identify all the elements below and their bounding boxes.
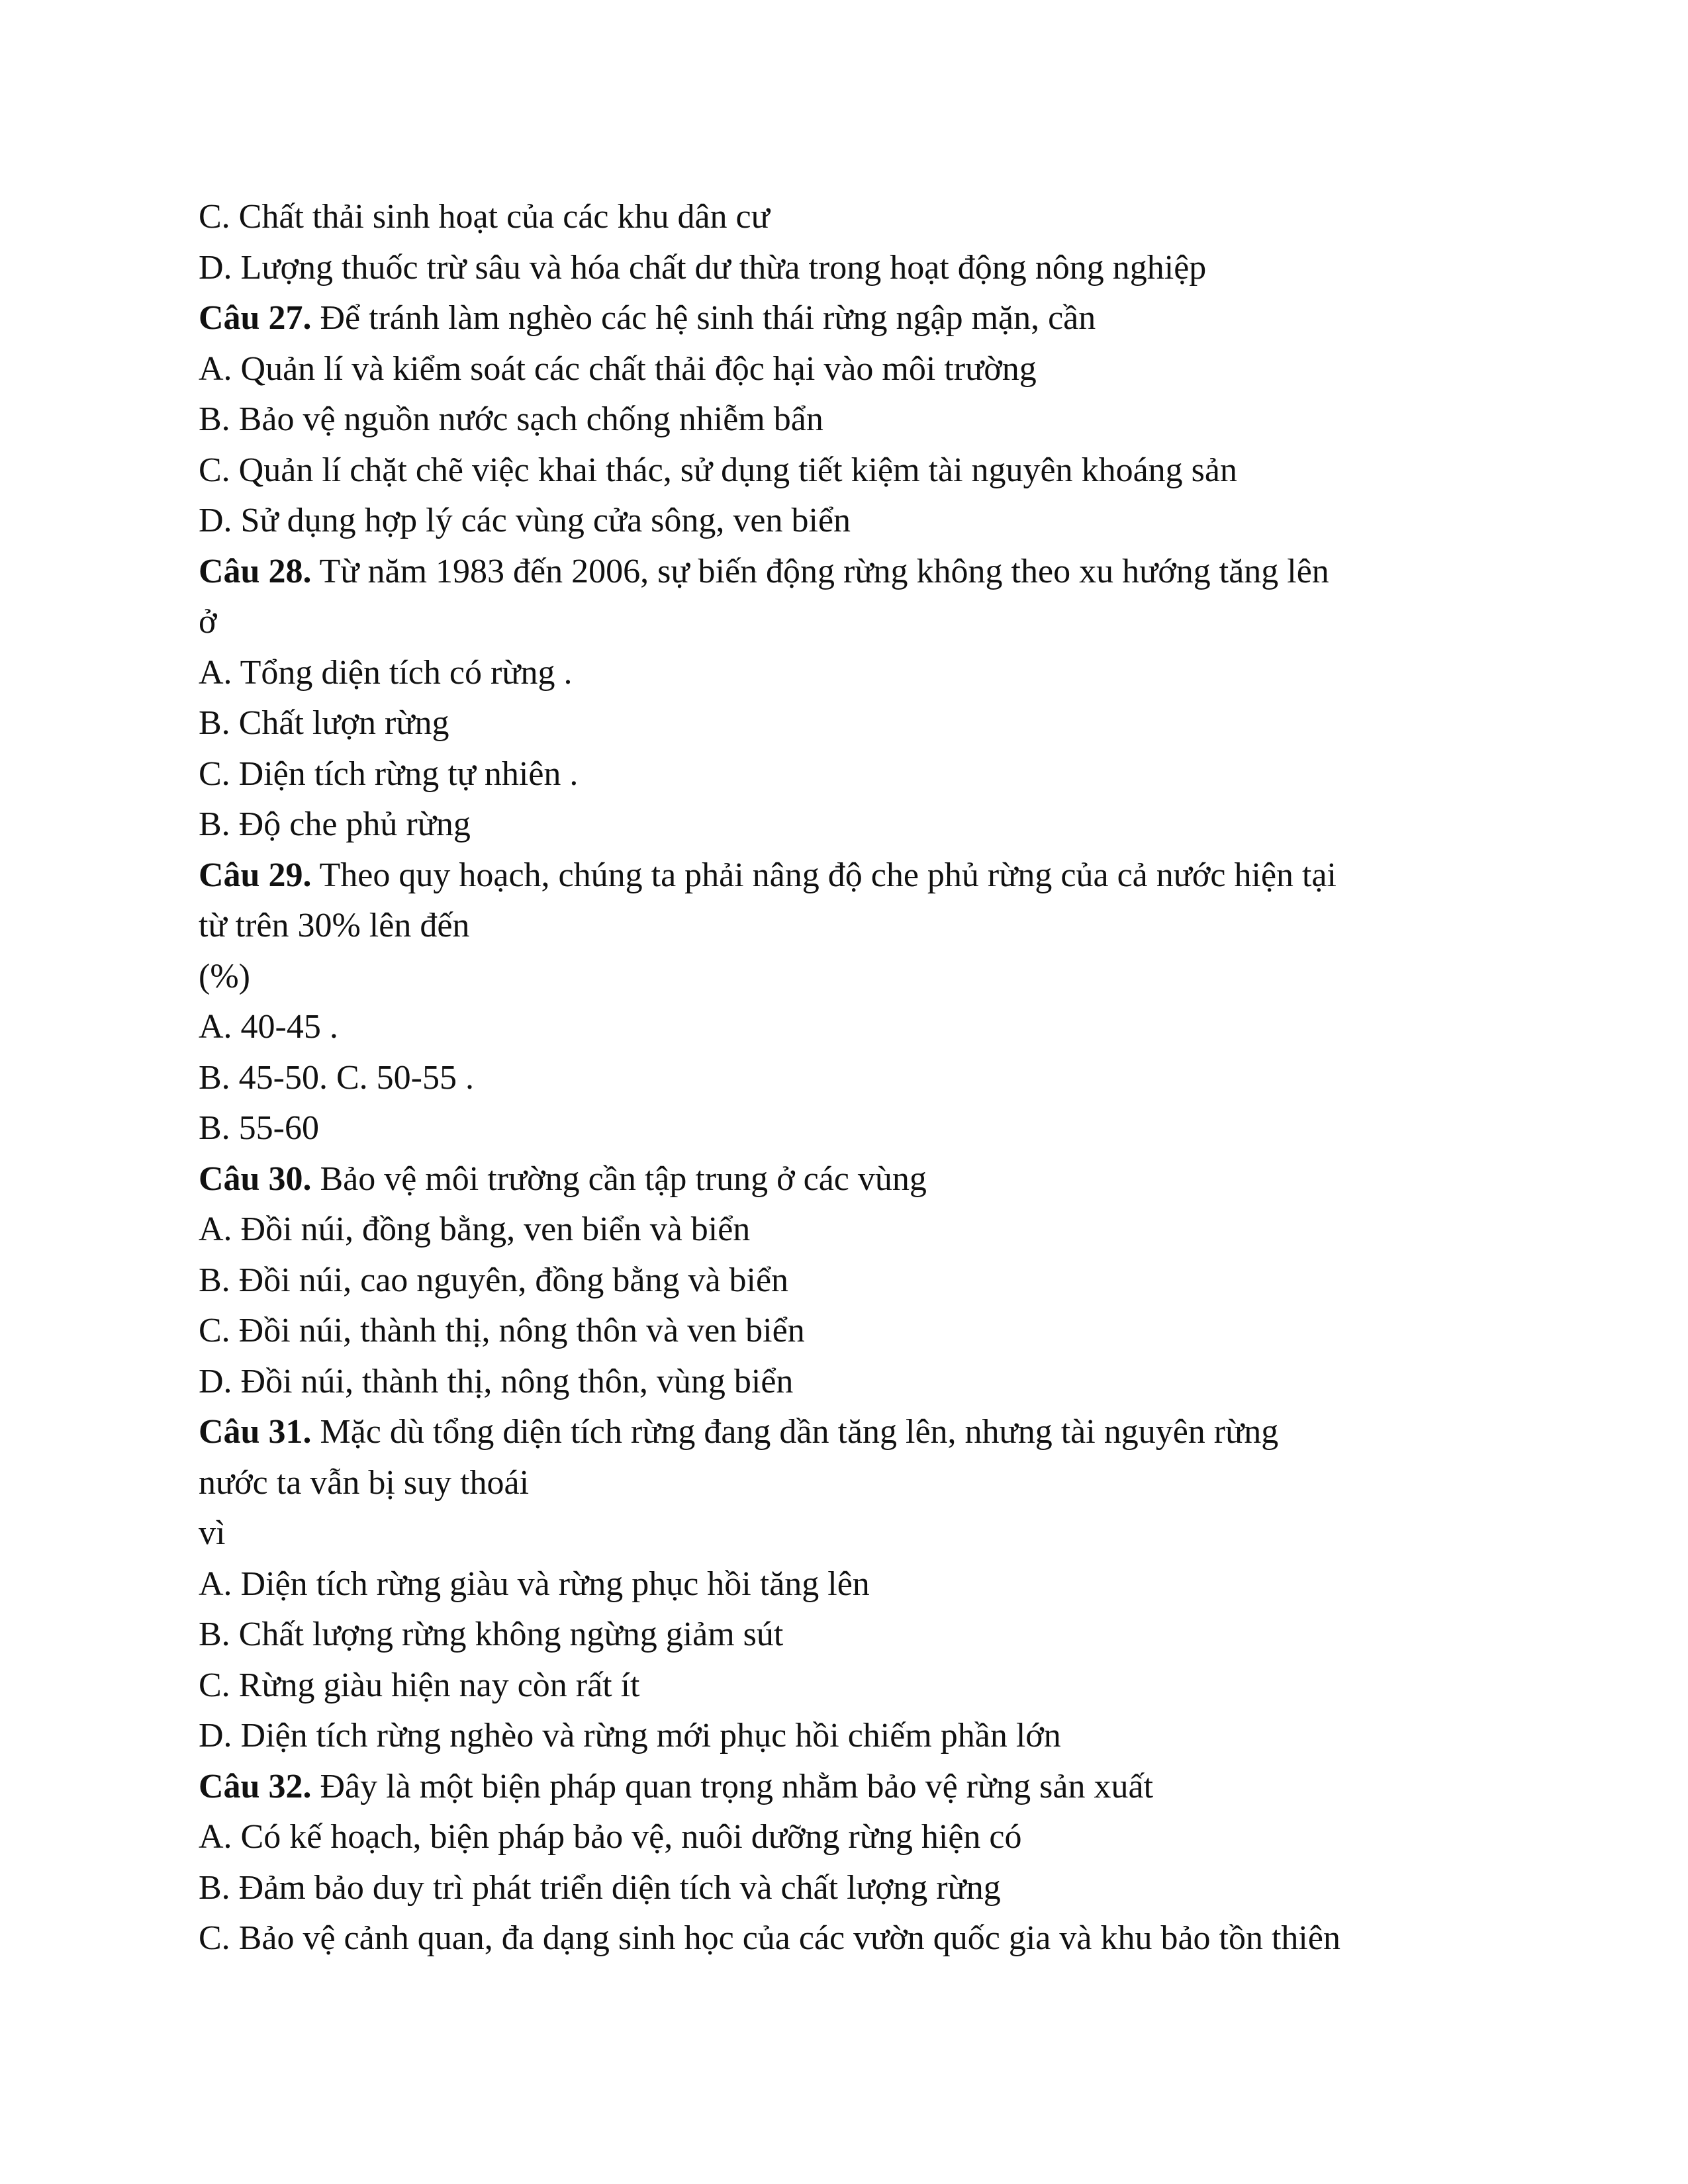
text-line: D. Lượng thuốc trừ sâu và hóa chất dư thừa trong hoạt động nông nghiệp bbox=[199, 248, 1207, 287]
text-line: nước ta vẫn bị suy thoái bbox=[199, 1463, 530, 1502]
text-line: B. Chất lượng rừng không ngừng giảm sút bbox=[199, 1615, 784, 1653]
text-line: B. Bảo vệ nguồn nước sạch chống nhiễm bẩn bbox=[199, 400, 823, 438]
text-line: A. 40-45 . bbox=[199, 1008, 338, 1046]
text-line: vì bbox=[199, 1514, 226, 1552]
text-line: D. Diện tích rừng nghèo và rừng mới phục hồi chiếm phần lớn bbox=[199, 1717, 1061, 1754]
question-heading bbox=[199, 1154, 1523, 1205]
question-number: Câu 29. bbox=[199, 856, 312, 894]
question-heading bbox=[199, 850, 1523, 901]
question-number: Câu 31. bbox=[199, 1413, 312, 1451]
text-line: A. Diện tích rừng giàu và rừng phục hồi tăng lên bbox=[199, 1565, 870, 1603]
question-number: Câu 28. bbox=[199, 552, 312, 590]
text-line: C. Chất thải sinh hoạt của các khu dân cư bbox=[199, 198, 770, 236]
text-line: (%) bbox=[199, 957, 250, 995]
question-text: Theo quy hoạch, chúng ta phải nâng độ che phủ rừng của cả nước hiện tại bbox=[311, 856, 1337, 894]
text-line: C. Bảo vệ cảnh quan, đa dạng sinh học của các vườn quốc gia và khu bảo tồn thiên bbox=[199, 1919, 1340, 1957]
question-text: Để tránh làm nghèo các hệ sinh thái rừng ngập mặn, cần bbox=[311, 299, 1096, 337]
question-number: Câu 32. bbox=[199, 1767, 312, 1805]
text-line: D. Đồi núi, thành thị, nông thôn, vùng biển bbox=[199, 1362, 794, 1400]
question-heading bbox=[199, 1407, 1523, 1458]
text-line: C. Đồi núi, thành thị, nông thôn và ven biển bbox=[199, 1312, 805, 1349]
text-line: B. Chất lượn rừng bbox=[199, 704, 449, 742]
question-number: Câu 30. bbox=[199, 1160, 312, 1198]
question-text: Bảo vệ môi trường cần tập trung ở các vùng bbox=[311, 1160, 927, 1198]
text-line: B. Đảm bảo duy trì phát triển diện tích và chất lượng rừng bbox=[199, 1868, 1001, 1907]
text-line: A. Tổng diện tích có rừng . bbox=[199, 653, 573, 692]
text-line: A. Đồi núi, đồng bằng, ven biển và biển bbox=[199, 1210, 751, 1248]
question-heading bbox=[199, 1762, 1523, 1813]
question-text: Từ năm 1983 đến 2006, sự biến động rừng không theo xu hướng tăng lên bbox=[311, 552, 1329, 590]
text-line: C. Diện tích rừng tự nhiên . bbox=[199, 754, 579, 793]
document-page bbox=[199, 192, 1523, 1964]
question-heading bbox=[199, 547, 1523, 598]
text-line: A. Có kế hoạch, biện pháp bảo vệ, nuôi dưỡng rừng hiện có bbox=[199, 1818, 1022, 1856]
text-line: D. Sử dụng hợp lý các vùng cửa sông, ven biển bbox=[199, 502, 851, 539]
text-line: B. Đồi núi, cao nguyên, đồng bằng và biển bbox=[199, 1261, 789, 1299]
question-heading bbox=[199, 293, 1523, 344]
text-line: B. Độ che phủ rừng bbox=[199, 805, 471, 843]
text-line: B. 45-50. C. 50-55 . bbox=[199, 1058, 474, 1097]
question-number: Câu 27. bbox=[199, 299, 312, 337]
text-line: từ trên 30% lên đến bbox=[199, 907, 470, 944]
text-line: B. 55-60 bbox=[199, 1109, 319, 1147]
text-line: C. Rừng giàu hiện nay còn rất ít bbox=[199, 1666, 640, 1704]
question-text: Mặc dù tổng diện tích rừng đang dần tăng lên, nhưng tài nguyên rừng bbox=[311, 1413, 1279, 1451]
text-line: A. Quản lí và kiểm soát các chất thải độc hại vào môi trường bbox=[199, 349, 1037, 388]
text-line: C. Quản lí chặt chẽ việc khai thác, sử dụng tiết kiệm tài nguyên khoáng sản bbox=[199, 451, 1237, 489]
text-line: ở bbox=[199, 603, 217, 641]
question-text: Đây là một biện pháp quan trọng nhằm bảo vệ rừng sản xuất bbox=[311, 1767, 1154, 1805]
